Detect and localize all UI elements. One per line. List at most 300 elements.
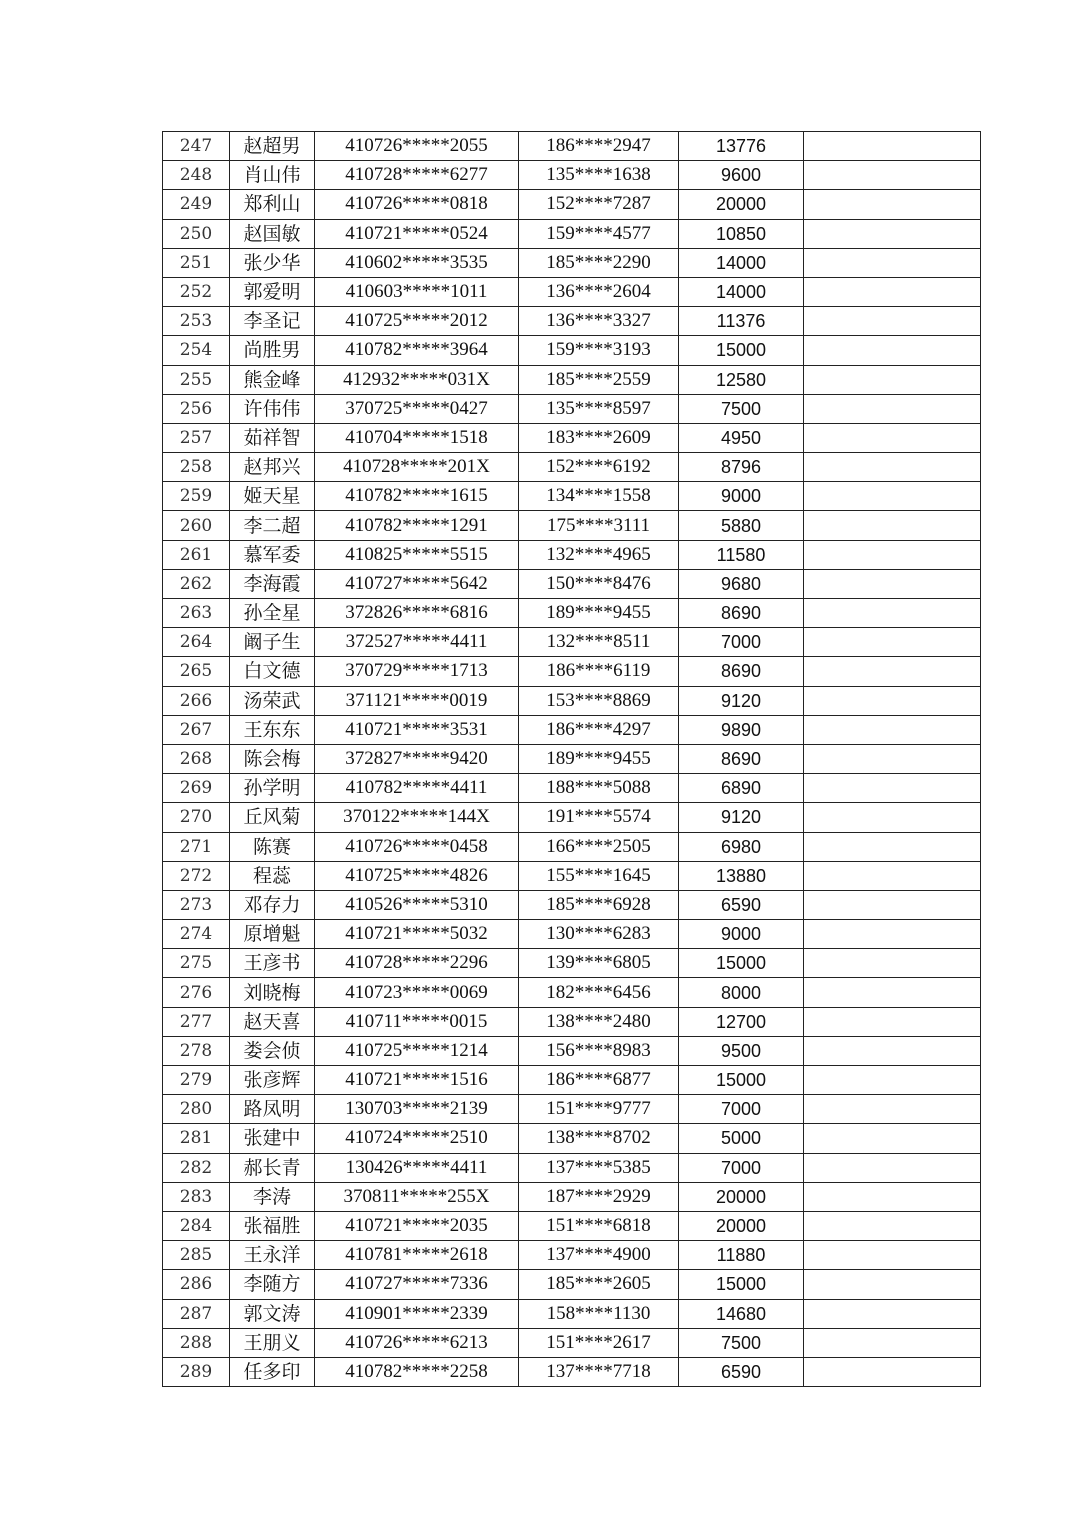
id-number-cell: 410721*****3531 [315,715,519,744]
row-number-cell: 269 [163,774,230,803]
note-cell [804,1357,981,1386]
note-cell [804,190,981,219]
id-number-cell: 410721*****2035 [315,1211,519,1240]
name-cell: 张建中 [230,1124,315,1153]
note-cell [804,540,981,569]
note-cell [804,1007,981,1036]
id-number-cell: 410721*****5032 [315,920,519,949]
note-cell [804,569,981,598]
table-row [163,657,981,686]
table-row [163,803,981,832]
note-cell [804,277,981,306]
row-number-cell: 266 [163,686,230,715]
amount-cell: 10850 [679,219,804,248]
name-cell: 孙全星 [230,599,315,628]
name-cell: 尚胜男 [230,336,315,365]
phone-cell: 151****9777 [519,1095,679,1124]
name-cell: 王东东 [230,715,315,744]
note-cell [804,453,981,482]
table-row [163,774,981,803]
note-cell [804,1299,981,1328]
name-cell: 姬天星 [230,482,315,511]
id-number-cell: 410782*****2258 [315,1357,519,1386]
row-number-cell: 283 [163,1182,230,1211]
amount-cell: 14000 [679,248,804,277]
records-table [162,131,981,1387]
id-number-cell: 372827*****9420 [315,744,519,773]
name-cell: 肖山伟 [230,161,315,190]
phone-cell: 159****3193 [519,336,679,365]
amount-cell: 7500 [679,1328,804,1357]
note-cell [804,686,981,715]
amount-cell: 11580 [679,540,804,569]
table-row [163,920,981,949]
row-number-cell: 260 [163,511,230,540]
row-number-cell: 259 [163,482,230,511]
amount-cell: 6890 [679,774,804,803]
id-number-cell: 372826*****6816 [315,599,519,628]
id-number-cell: 410724*****2510 [315,1124,519,1153]
row-number-cell: 282 [163,1153,230,1182]
id-number-cell: 410782*****3964 [315,336,519,365]
table-row [163,511,981,540]
id-number-cell: 412932*****031X [315,365,519,394]
phone-cell: 150****8476 [519,569,679,598]
phone-cell: 159****4577 [519,219,679,248]
id-number-cell: 410782*****4411 [315,774,519,803]
row-number-cell: 262 [163,569,230,598]
amount-cell: 5880 [679,511,804,540]
table-row [163,161,981,190]
phone-cell: 130****6283 [519,920,679,949]
id-number-cell: 410704*****1518 [315,423,519,452]
note-cell [804,1124,981,1153]
name-cell: 李二超 [230,511,315,540]
row-number-cell: 267 [163,715,230,744]
name-cell: 熊金峰 [230,365,315,394]
name-cell: 孙学明 [230,774,315,803]
row-number-cell: 264 [163,628,230,657]
amount-cell: 15000 [679,949,804,978]
note-cell [804,803,981,832]
table-row [163,1357,981,1386]
row-number-cell: 279 [163,1066,230,1095]
row-number-cell: 247 [163,132,230,161]
phone-cell: 185****2290 [519,248,679,277]
id-number-cell: 410727*****7336 [315,1270,519,1299]
table-row [163,890,981,919]
id-number-cell: 410728*****201X [315,453,519,482]
id-number-cell: 370122*****144X [315,803,519,832]
row-number-cell: 271 [163,832,230,861]
phone-cell: 136****2604 [519,277,679,306]
phone-cell: 185****2605 [519,1270,679,1299]
phone-cell: 185****2559 [519,365,679,394]
phone-cell: 186****2947 [519,132,679,161]
row-number-cell: 277 [163,1007,230,1036]
row-number-cell: 248 [163,161,230,190]
amount-cell: 9600 [679,161,804,190]
name-cell: 赵天喜 [230,1007,315,1036]
table-row [163,978,981,1007]
phone-cell: 183****2609 [519,423,679,452]
phone-cell: 138****2480 [519,1007,679,1036]
table-row [163,832,981,861]
row-number-cell: 287 [163,1299,230,1328]
amount-cell: 6590 [679,890,804,919]
row-number-cell: 256 [163,394,230,423]
table-row [163,190,981,219]
name-cell: 路凤明 [230,1095,315,1124]
id-number-cell: 370729*****1713 [315,657,519,686]
id-number-cell: 410726*****2055 [315,132,519,161]
row-number-cell: 273 [163,890,230,919]
id-number-cell: 410727*****5642 [315,569,519,598]
row-number-cell: 250 [163,219,230,248]
id-number-cell: 410602*****3535 [315,248,519,277]
amount-cell: 9120 [679,803,804,832]
id-number-cell: 372527*****4411 [315,628,519,657]
amount-cell: 8000 [679,978,804,1007]
amount-cell: 9120 [679,686,804,715]
name-cell: 邓存力 [230,890,315,919]
amount-cell: 7000 [679,1095,804,1124]
phone-cell: 175****3111 [519,511,679,540]
amount-cell: 4950 [679,423,804,452]
table-row [163,248,981,277]
phone-cell: 186****6877 [519,1066,679,1095]
amount-cell: 5000 [679,1124,804,1153]
amount-cell: 20000 [679,1182,804,1211]
amount-cell: 9500 [679,1036,804,1065]
amount-cell: 8690 [679,744,804,773]
table-row [163,307,981,336]
amount-cell: 9000 [679,482,804,511]
row-number-cell: 268 [163,744,230,773]
id-number-cell: 410901*****2339 [315,1299,519,1328]
note-cell [804,861,981,890]
name-cell: 李海霞 [230,569,315,598]
table-row [163,686,981,715]
row-number-cell: 274 [163,920,230,949]
table-row [163,453,981,482]
name-cell: 阚子生 [230,628,315,657]
table-row [163,1270,981,1299]
name-cell: 陈赛 [230,832,315,861]
row-number-cell: 281 [163,1124,230,1153]
table-row [163,277,981,306]
phone-cell: 136****3327 [519,307,679,336]
id-number-cell: 410526*****5310 [315,890,519,919]
note-cell [804,1211,981,1240]
amount-cell: 20000 [679,1211,804,1240]
phone-cell: 135****8597 [519,394,679,423]
amount-cell: 15000 [679,1066,804,1095]
note-cell [804,1328,981,1357]
note-cell [804,657,981,686]
id-number-cell: 410825*****5515 [315,540,519,569]
id-number-cell: 410726*****0458 [315,832,519,861]
row-number-cell: 276 [163,978,230,1007]
note-cell [804,1182,981,1211]
phone-cell: 135****1638 [519,161,679,190]
name-cell: 李涛 [230,1182,315,1211]
row-number-cell: 278 [163,1036,230,1065]
table-row [163,423,981,452]
amount-cell: 9680 [679,569,804,598]
row-number-cell: 275 [163,949,230,978]
phone-cell: 151****6818 [519,1211,679,1240]
note-cell [804,394,981,423]
amount-cell: 14000 [679,277,804,306]
note-cell [804,1036,981,1065]
row-number-cell: 252 [163,277,230,306]
amount-cell: 6980 [679,832,804,861]
phone-cell: 134****1558 [519,482,679,511]
amount-cell: 8796 [679,453,804,482]
table-row [163,132,981,161]
note-cell [804,1270,981,1299]
id-number-cell: 410725*****1214 [315,1036,519,1065]
note-cell [804,599,981,628]
note-cell [804,132,981,161]
id-number-cell: 410723*****0069 [315,978,519,1007]
row-number-cell: 258 [163,453,230,482]
table-row [163,1066,981,1095]
amount-cell: 11376 [679,307,804,336]
name-cell: 张少华 [230,248,315,277]
id-number-cell: 130703*****2139 [315,1095,519,1124]
note-cell [804,365,981,394]
phone-cell: 137****7718 [519,1357,679,1386]
note-cell [804,715,981,744]
name-cell: 王彦书 [230,949,315,978]
name-cell: 王朋义 [230,1328,315,1357]
name-cell: 许伟伟 [230,394,315,423]
name-cell: 程蕊 [230,861,315,890]
id-number-cell: 130426*****4411 [315,1153,519,1182]
table-row [163,1153,981,1182]
name-cell: 白文德 [230,657,315,686]
row-number-cell: 251 [163,248,230,277]
name-cell: 赵超男 [230,132,315,161]
amount-cell: 7500 [679,394,804,423]
id-number-cell: 410728*****2296 [315,949,519,978]
row-number-cell: 253 [163,307,230,336]
table-row [163,336,981,365]
table-row [163,1182,981,1211]
table-row [163,1007,981,1036]
phone-cell: 166****2505 [519,832,679,861]
amount-cell: 12580 [679,365,804,394]
phone-cell: 137****5385 [519,1153,679,1182]
phone-cell: 189****9455 [519,744,679,773]
amount-cell: 8690 [679,599,804,628]
table-row [163,1036,981,1065]
row-number-cell: 284 [163,1211,230,1240]
table-row [163,365,981,394]
note-cell [804,774,981,803]
row-number-cell: 289 [163,1357,230,1386]
amount-cell: 15000 [679,336,804,365]
id-number-cell: 410721*****0524 [315,219,519,248]
table-row [163,1328,981,1357]
name-cell: 赵邦兴 [230,453,315,482]
table-row [163,482,981,511]
id-number-cell: 410728*****6277 [315,161,519,190]
phone-cell: 153****8869 [519,686,679,715]
amount-cell: 13880 [679,861,804,890]
amount-cell: 13776 [679,132,804,161]
phone-cell: 187****2929 [519,1182,679,1211]
note-cell [804,978,981,1007]
name-cell: 李随方 [230,1270,315,1299]
table-row [163,715,981,744]
note-cell [804,1066,981,1095]
note-cell [804,336,981,365]
note-cell [804,949,981,978]
row-number-cell: 257 [163,423,230,452]
name-cell: 丘风菊 [230,803,315,832]
row-number-cell: 249 [163,190,230,219]
name-cell: 郭文涛 [230,1299,315,1328]
note-cell [804,482,981,511]
amount-cell: 6590 [679,1357,804,1386]
name-cell: 茹祥智 [230,423,315,452]
id-number-cell: 370811*****255X [315,1182,519,1211]
amount-cell: 20000 [679,190,804,219]
table-row [163,540,981,569]
name-cell: 刘晓梅 [230,978,315,1007]
table-row [163,949,981,978]
row-number-cell: 286 [163,1270,230,1299]
id-number-cell: 410726*****6213 [315,1328,519,1357]
name-cell: 王永洋 [230,1241,315,1270]
note-cell [804,628,981,657]
phone-cell: 155****1645 [519,861,679,890]
phone-cell: 132****4965 [519,540,679,569]
table-row [163,1211,981,1240]
table-row [163,569,981,598]
table-row [163,628,981,657]
note-cell [804,1095,981,1124]
phone-cell: 186****6119 [519,657,679,686]
name-cell: 赵国敏 [230,219,315,248]
name-cell: 原增魁 [230,920,315,949]
row-number-cell: 261 [163,540,230,569]
name-cell: 任多印 [230,1357,315,1386]
phone-cell: 191****5574 [519,803,679,832]
note-cell [804,920,981,949]
records-table-body [163,132,981,1387]
table-row [163,599,981,628]
phone-cell: 138****8702 [519,1124,679,1153]
table-row [163,1095,981,1124]
id-number-cell: 410603*****1011 [315,277,519,306]
row-number-cell: 285 [163,1241,230,1270]
note-cell [804,832,981,861]
phone-cell: 188****5088 [519,774,679,803]
amount-cell: 12700 [679,1007,804,1036]
phone-cell: 186****4297 [519,715,679,744]
note-cell [804,744,981,773]
phone-cell: 185****6928 [519,890,679,919]
phone-cell: 189****9455 [519,599,679,628]
name-cell: 陈会梅 [230,744,315,773]
id-number-cell: 410782*****1615 [315,482,519,511]
id-number-cell: 410725*****4826 [315,861,519,890]
name-cell: 郭爱明 [230,277,315,306]
name-cell: 张彦辉 [230,1066,315,1095]
amount-cell: 14680 [679,1299,804,1328]
note-cell [804,219,981,248]
id-number-cell: 410725*****2012 [315,307,519,336]
note-cell [804,511,981,540]
row-number-cell: 272 [163,861,230,890]
table-row [163,1299,981,1328]
row-number-cell: 254 [163,336,230,365]
phone-cell: 156****8983 [519,1036,679,1065]
phone-cell: 151****2617 [519,1328,679,1357]
row-number-cell: 255 [163,365,230,394]
name-cell: 慕军委 [230,540,315,569]
phone-cell: 152****7287 [519,190,679,219]
table-row [163,744,981,773]
phone-cell: 158****1130 [519,1299,679,1328]
amount-cell: 9890 [679,715,804,744]
name-cell: 汤荣武 [230,686,315,715]
amount-cell: 9000 [679,920,804,949]
table-row [163,1124,981,1153]
amount-cell: 15000 [679,1270,804,1299]
note-cell [804,161,981,190]
phone-cell: 137****4900 [519,1241,679,1270]
table-row [163,1241,981,1270]
table-row [163,219,981,248]
id-number-cell: 410711*****0015 [315,1007,519,1036]
note-cell [804,890,981,919]
name-cell: 娄会侦 [230,1036,315,1065]
amount-cell: 7000 [679,628,804,657]
phone-cell: 139****6805 [519,949,679,978]
note-cell [804,1241,981,1270]
row-number-cell: 263 [163,599,230,628]
note-cell [804,248,981,277]
id-number-cell: 371121*****0019 [315,686,519,715]
table-row [163,394,981,423]
note-cell [804,1153,981,1182]
id-number-cell: 370725*****0427 [315,394,519,423]
note-cell [804,307,981,336]
row-number-cell: 265 [163,657,230,686]
row-number-cell: 280 [163,1095,230,1124]
row-number-cell: 288 [163,1328,230,1357]
amount-cell: 11880 [679,1241,804,1270]
phone-cell: 152****6192 [519,453,679,482]
id-number-cell: 410726*****0818 [315,190,519,219]
name-cell: 张福胜 [230,1211,315,1240]
amount-cell: 8690 [679,657,804,686]
amount-cell: 7000 [679,1153,804,1182]
id-number-cell: 410781*****2618 [315,1241,519,1270]
phone-cell: 182****6456 [519,978,679,1007]
name-cell: 李圣记 [230,307,315,336]
name-cell: 郑利山 [230,190,315,219]
phone-cell: 132****8511 [519,628,679,657]
note-cell [804,423,981,452]
name-cell: 郝长青 [230,1153,315,1182]
id-number-cell: 410782*****1291 [315,511,519,540]
